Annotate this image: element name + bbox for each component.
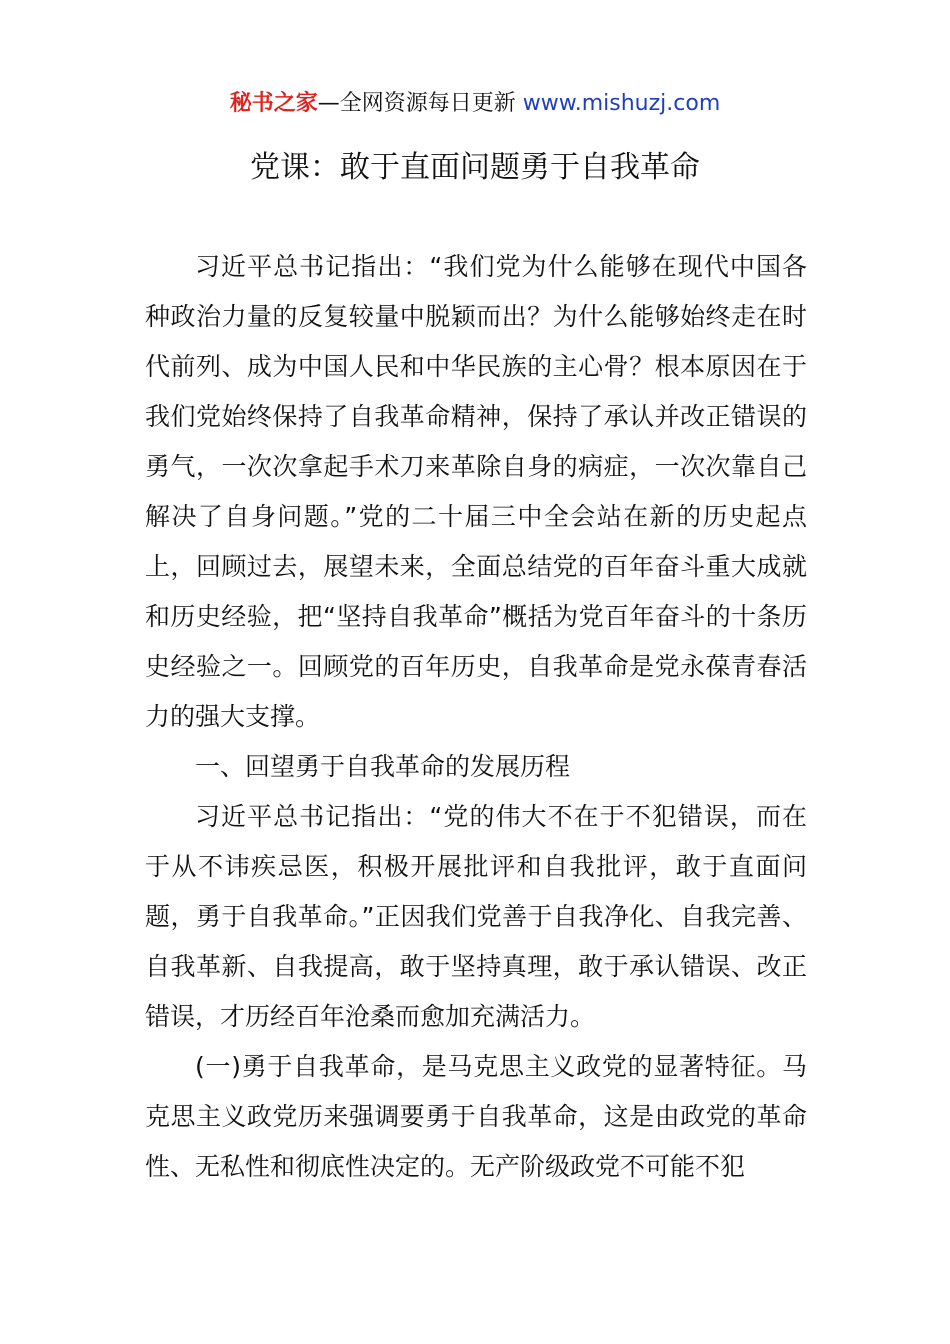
paragraph-subsection: (一)勇于自我革命，是马克思主义政党的显著特征。马克思主义政党历来强调要勇于自我革命，这是由政党的革命性、无私性和彻底性决定的。无产阶级政党不可能不犯 [145, 1052, 807, 1181]
header-tagline: —全网资源每日更新 [317, 91, 523, 116]
paragraph-intro: 习近平总书记指出：“我们党为什么能够在现代中国各种政治力量的反复较量中脱颖而出？为什么能够始终走在时代前列、成为中国人民和中华民族的主心骨？根本原因在于我们党始终保持了自我革命精神，保持了承认并改正错误的勇气，一次次拿起手术刀来革除自身的病症，一次次靠自己解决了自身问题。”党的二十届三中全会站在新的历史起点上，回顾过去，展望未来，全面总结党的百年奋斗重大成就和历史经验，把“坚持自我革命”概括为党百年奋斗的十条历史经验之一。回顾党的百年历史，自我革命是党永葆青春活力的强大支撑。 [145, 252, 807, 731]
section-heading: 一、回望勇于自我革命的发展历程 [195, 752, 571, 781]
brand-name: 秘书之家 [229, 91, 318, 116]
site-header [0, 88, 950, 120]
paragraph-quote: 习近平总书记指出：“党的伟大不在于不犯错误，而在于从不讳疾忌医，积极开展批评和自我批评，敢于直面问题，勇于自我革命。”正因我们党善于自我净化、自我完善、自我革新、自我提高，敢于坚持真理，敢于承认错误、改正错误，才历经百年沧桑而愈加充满活力。 [145, 802, 807, 1031]
site-url-link[interactable]: www.mishuzj.com [522, 91, 721, 116]
document-title: 党课：敢于直面问题勇于自我革命 [250, 150, 700, 185]
document-body [145, 242, 807, 1192]
